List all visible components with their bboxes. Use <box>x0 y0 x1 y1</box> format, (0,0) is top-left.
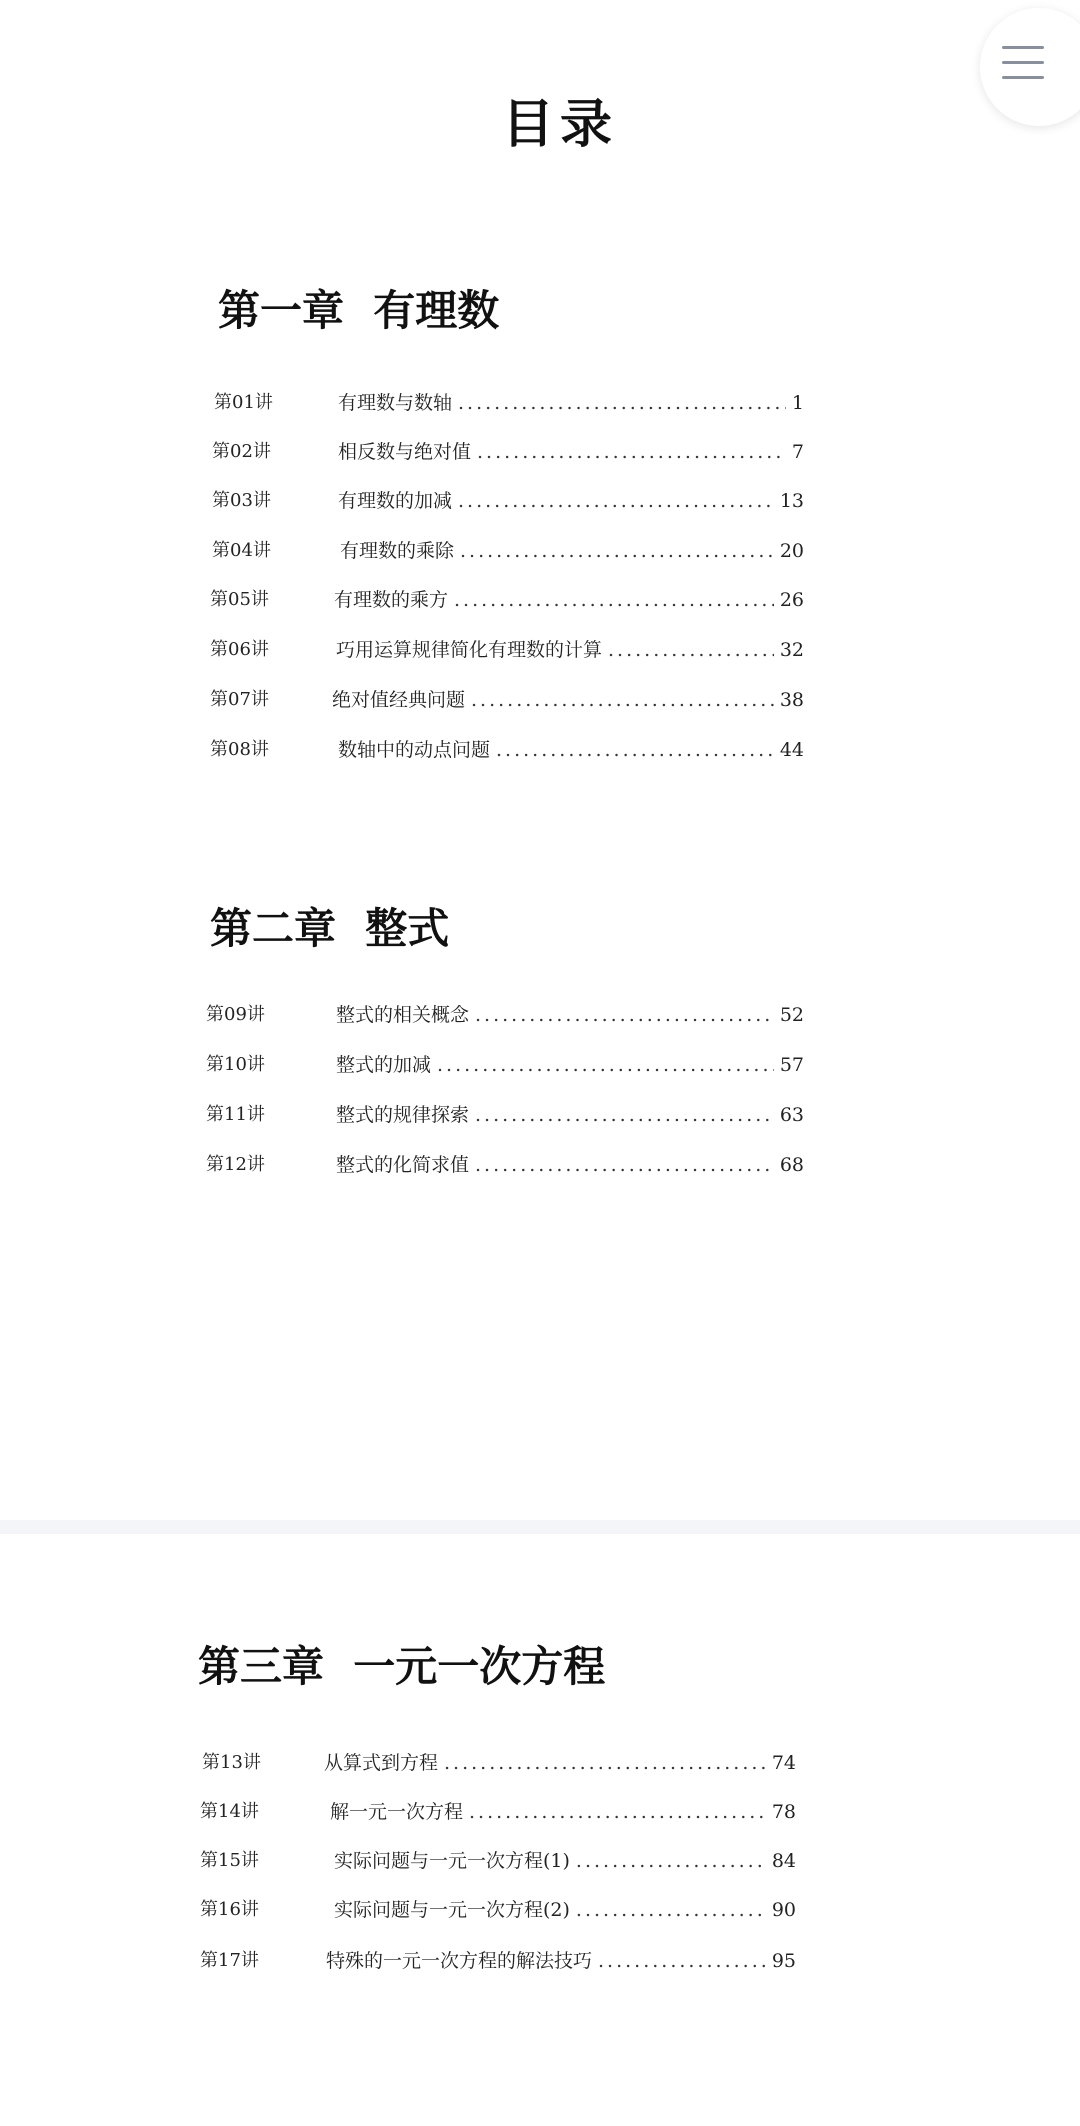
dot-leader <box>576 1850 766 1872</box>
dot-leader <box>471 689 774 711</box>
lesson-name: 从算式到方程 <box>324 1752 439 1774</box>
page-title: 目录 <box>501 94 618 155</box>
lesson-number: 第11讲 <box>206 1104 265 1125</box>
lesson-number: 第15讲 <box>200 1850 259 1871</box>
lesson-number: 第02讲 <box>212 441 271 462</box>
lesson-number: 第01讲 <box>214 392 273 413</box>
lesson-name: 有理数的乘除 <box>340 540 455 562</box>
lesson-number: 第17讲 <box>200 1950 259 1971</box>
lesson-name: 整式的相关概念 <box>336 1004 470 1026</box>
lesson-page: 95 <box>771 1950 796 1972</box>
lesson-number: 第04讲 <box>212 540 271 561</box>
chapter-heading-3: 第三章 一元一次方程 <box>198 1642 606 1691</box>
toc-entry[interactable] <box>210 685 804 715</box>
dot-leader <box>576 1899 766 1921</box>
lesson-name: 有理数的加减 <box>338 490 453 512</box>
lesson-number: 第13讲 <box>202 1752 261 1773</box>
lesson-name: 实际问题与一元一次方程(2) <box>334 1899 570 1921</box>
toc-entry[interactable] <box>200 1846 796 1876</box>
lesson-page: 63 <box>779 1104 804 1126</box>
lesson-name: 整式的规律探索 <box>336 1104 470 1126</box>
toc-entry[interactable] <box>210 585 804 615</box>
toc-entry[interactable] <box>200 1895 796 1925</box>
dot-leader <box>458 392 786 414</box>
lesson-name: 实际问题与一元一次方程(1) <box>334 1850 570 1872</box>
lesson-page: 90 <box>771 1899 796 1921</box>
dot-leader <box>437 1054 774 1076</box>
toc-entry[interactable] <box>200 1946 796 1976</box>
lesson-page: 7 <box>791 441 804 463</box>
toc-entry[interactable] <box>206 1050 804 1080</box>
lesson-name: 数轴中的动点问题 <box>338 739 491 761</box>
lesson-page: 68 <box>779 1154 804 1176</box>
lesson-name: 解一元一次方程 <box>330 1801 464 1823</box>
toc-entry[interactable] <box>210 735 804 765</box>
lesson-number: 第05讲 <box>210 589 269 610</box>
chapter-heading-1: 第一章 有理数 <box>218 286 500 335</box>
lesson-page: 78 <box>771 1801 796 1823</box>
page-separator <box>0 1520 1080 1534</box>
lesson-page: 57 <box>779 1054 804 1076</box>
toc-entry[interactable] <box>210 635 804 665</box>
lesson-page: 52 <box>779 1004 804 1026</box>
toc-entry[interactable] <box>206 1000 804 1030</box>
lesson-page: 13 <box>779 490 804 512</box>
toc-entry[interactable] <box>212 486 804 516</box>
toc-entry[interactable] <box>212 437 804 467</box>
lesson-page: 84 <box>771 1850 796 1872</box>
lesson-number: 第10讲 <box>206 1054 265 1075</box>
lesson-page: 26 <box>779 589 804 611</box>
lesson-number: 第14讲 <box>200 1801 259 1822</box>
dot-leader <box>598 1950 766 1972</box>
dot-leader <box>475 1154 774 1176</box>
lesson-number: 第16讲 <box>200 1899 259 1920</box>
dot-leader <box>608 639 774 661</box>
lesson-page: 44 <box>779 739 804 761</box>
hamburger-menu-icon <box>1002 46 1044 91</box>
lesson-page: 32 <box>779 639 804 661</box>
lesson-name: 绝对值经典问题 <box>332 689 466 711</box>
toc-entry[interactable] <box>202 1748 796 1778</box>
lesson-name: 特殊的一元一次方程的解法技巧 <box>326 1950 593 1972</box>
dot-leader <box>469 1801 766 1823</box>
dot-leader <box>475 1104 774 1126</box>
dot-leader <box>454 589 774 611</box>
toc-entry[interactable] <box>214 388 804 418</box>
lesson-name: 有理数与数轴 <box>338 392 453 414</box>
lesson-number: 第03讲 <box>212 490 271 511</box>
lesson-page: 20 <box>779 540 804 562</box>
dot-leader <box>475 1004 774 1026</box>
lesson-name: 整式的加减 <box>336 1054 432 1076</box>
lesson-number: 第09讲 <box>206 1004 265 1025</box>
lesson-number: 第06讲 <box>210 639 269 660</box>
toc-entry[interactable] <box>206 1150 804 1180</box>
chapter-heading-2: 第二章 整式 <box>210 904 450 953</box>
dot-leader <box>496 739 774 761</box>
dot-leader <box>477 441 786 463</box>
lesson-page: 38 <box>779 689 804 711</box>
document-page-2 <box>0 1534 1080 2126</box>
lesson-number: 第08讲 <box>210 739 269 760</box>
lesson-number: 第12讲 <box>206 1154 265 1175</box>
lesson-name: 巧用运算规律简化有理数的计算 <box>336 639 603 661</box>
lesson-name: 整式的化简求值 <box>336 1154 470 1176</box>
dot-leader <box>458 490 774 512</box>
lesson-number: 第07讲 <box>210 689 269 710</box>
dot-leader <box>444 1752 766 1774</box>
toc-entry[interactable] <box>212 536 804 566</box>
toc-entry[interactable] <box>206 1100 804 1130</box>
lesson-name: 相反数与绝对值 <box>338 441 472 463</box>
lesson-page: 1 <box>791 392 804 414</box>
dot-leader <box>460 540 774 562</box>
lesson-name: 有理数的乘方 <box>334 589 449 611</box>
toc-entry[interactable] <box>200 1797 796 1827</box>
lesson-page: 74 <box>771 1752 796 1774</box>
